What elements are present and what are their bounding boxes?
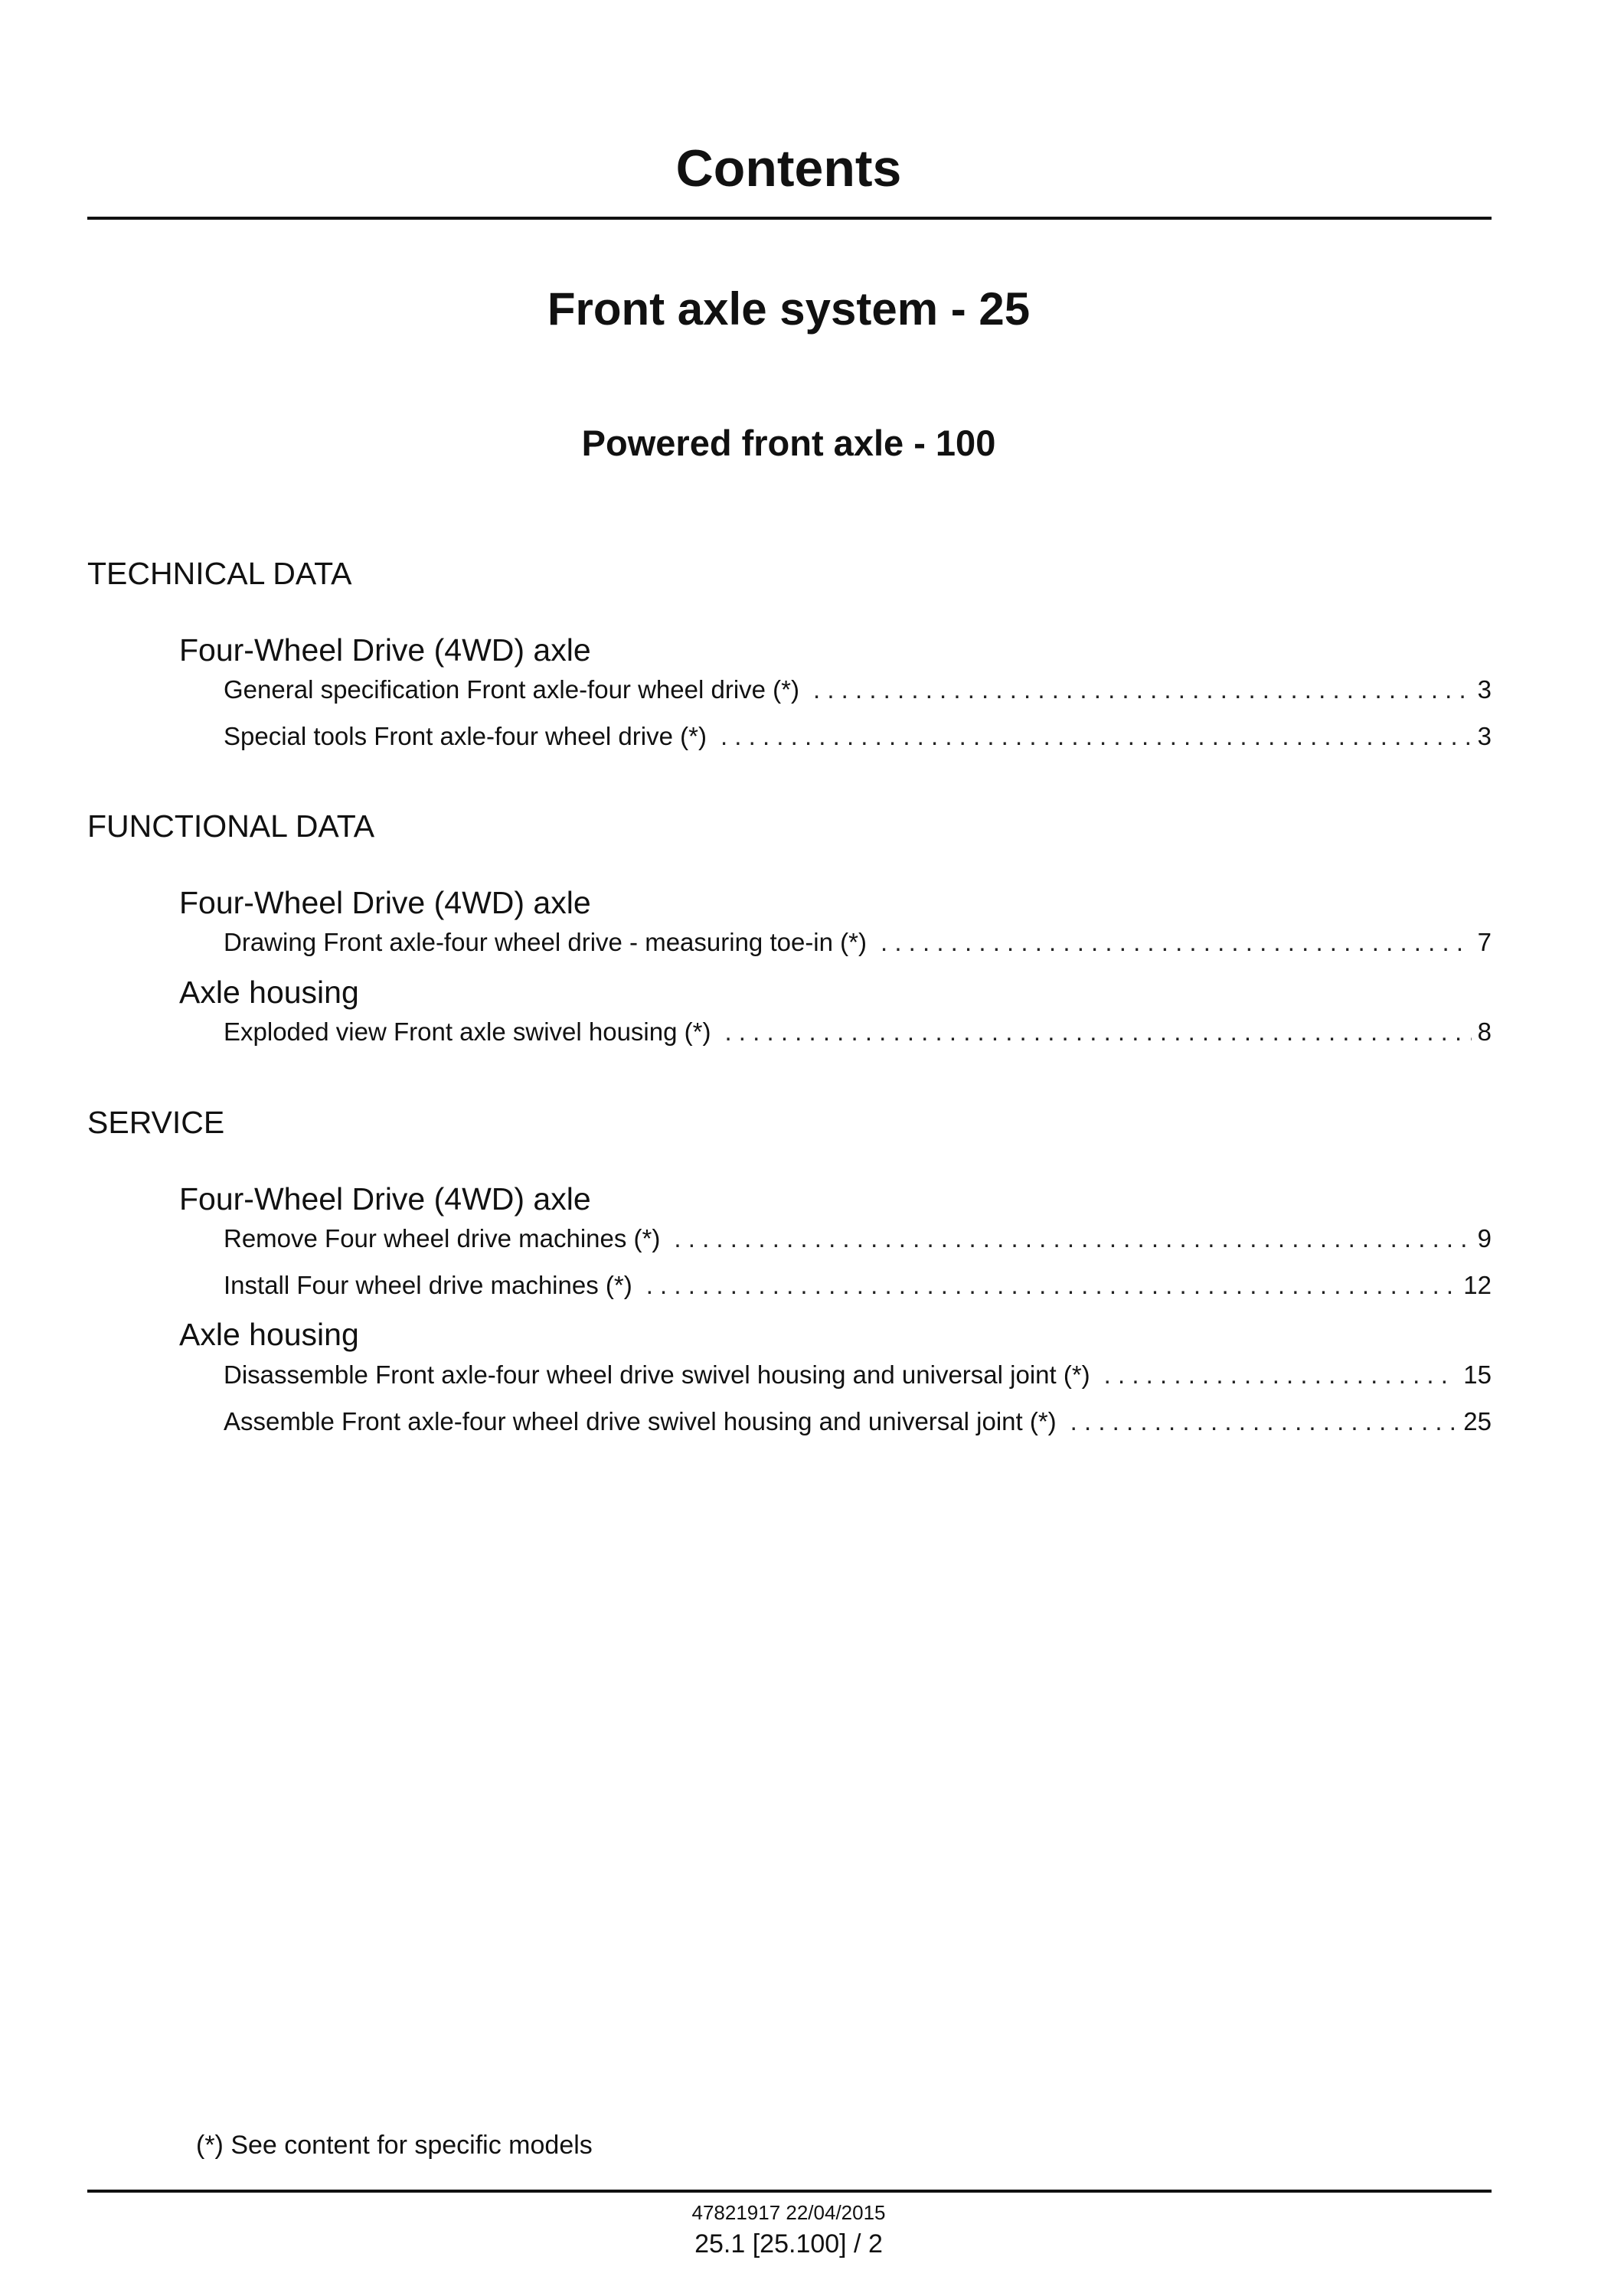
toc-entry[interactable] — [224, 720, 1492, 753]
system-title: Front axle system - 25 — [547, 283, 1031, 335]
page-reference: 25.1 [25.100] / 2 — [694, 2229, 883, 2258]
dot-leader — [881, 926, 1472, 959]
toc-entry-title: Assemble Front axle-four wheel drive swivel housing and universal joint (*) — [224, 1407, 1057, 1435]
section-heading-service: SERVICE — [87, 1105, 225, 1140]
document-id: 47821917 22/04/2015 — [691, 2201, 886, 2224]
toc-entry-page: 8 — [1477, 1017, 1492, 1046]
group-heading-4wd-axle: Four-Wheel Drive (4WD) axle — [179, 885, 591, 920]
toc-entry[interactable] — [224, 1269, 1492, 1302]
toc-entry-page: 3 — [1477, 722, 1492, 750]
toc-entry-title: Special tools Front axle-four wheel drive (*) — [224, 722, 707, 750]
section-heading-functional-data: FUNCTIONAL DATA — [87, 808, 375, 844]
toc-entry[interactable] — [224, 1359, 1492, 1391]
toc-entry-page: 3 — [1477, 675, 1492, 704]
dot-leader — [674, 1223, 1471, 1255]
toc-entry-page: 15 — [1463, 1360, 1492, 1389]
toc-entry[interactable] — [224, 1223, 1492, 1255]
group-heading-4wd-axle: Four-Wheel Drive (4WD) axle — [179, 1181, 591, 1217]
subsystem-title: Powered front axle - 100 — [581, 423, 996, 463]
dot-leader — [721, 720, 1472, 753]
toc-entry-title: Install Four wheel drive machines (*) — [224, 1271, 632, 1299]
dot-leader — [724, 1016, 1471, 1048]
toc-entry-title: Exploded view Front axle swivel housing (*) — [224, 1017, 711, 1046]
toc-entry-title: Remove Four wheel drive machines (*) — [224, 1224, 661, 1253]
dot-leader — [813, 674, 1472, 706]
group-heading-axle-housing: Axle housing — [179, 1317, 359, 1352]
group-heading-4wd-axle: Four-Wheel Drive (4WD) axle — [179, 632, 591, 668]
toc-entry-page: 7 — [1477, 928, 1492, 956]
toc-entry[interactable] — [224, 1016, 1492, 1048]
footnote: (*) See content for specific models — [196, 2131, 593, 2160]
toc-entry-title: Disassemble Front axle-four wheel drive swivel housing and universal joint (*) — [224, 1360, 1090, 1389]
section-heading-technical-data: TECHNICAL DATA — [87, 556, 352, 591]
dot-leader — [646, 1269, 1458, 1302]
toc-entry-title: General specification Front axle-four wheel drive (*) — [224, 675, 799, 704]
toc-entry[interactable] — [224, 674, 1492, 706]
header-divider — [87, 217, 1492, 220]
toc-entry[interactable] — [224, 1406, 1492, 1438]
page-title: Contents — [675, 139, 902, 198]
dot-leader — [1104, 1359, 1458, 1391]
toc-entry-page: 9 — [1477, 1224, 1492, 1253]
toc-entry[interactable] — [224, 926, 1492, 959]
toc-entry-title: Drawing Front axle-four wheel drive - measuring toe-in (*) — [224, 928, 867, 956]
footer-divider — [87, 2190, 1492, 2193]
toc-entry-page: 25 — [1463, 1407, 1492, 1435]
toc-entry-page: 12 — [1463, 1271, 1492, 1299]
dot-leader — [1070, 1406, 1458, 1438]
group-heading-axle-housing: Axle housing — [179, 975, 359, 1010]
